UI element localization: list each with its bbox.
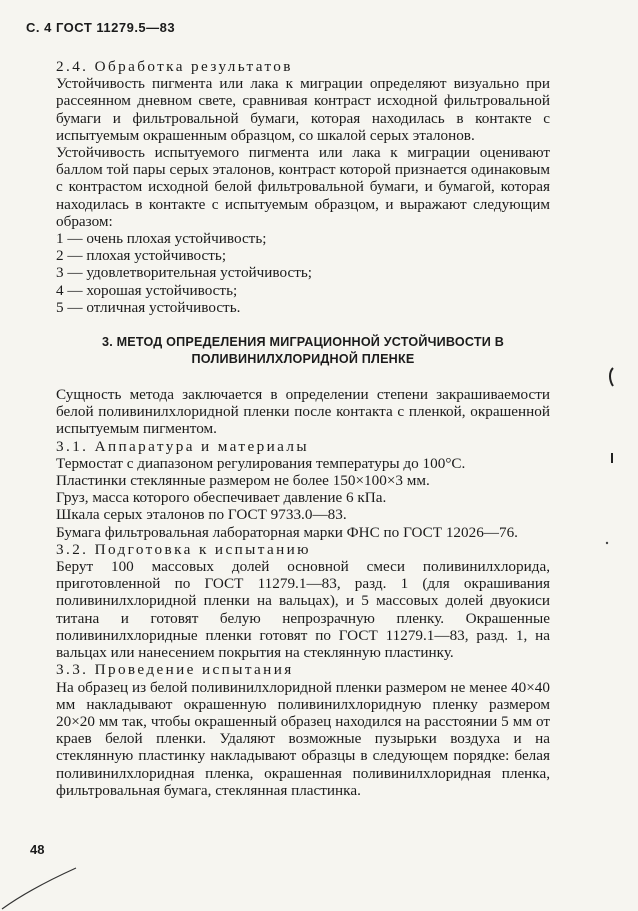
subsection-3-2-heading: 3.2. Подготовка к испытанию [56, 540, 311, 558]
scan-speck-mark [606, 366, 616, 388]
rating-scale-item: 1 — очень плохая устойчивость; [56, 230, 267, 248]
rating-scale-item: 5 — отличная устойчивость. [56, 298, 241, 316]
subsection-3-2-paragraph: Берут 100 массовых долей основной смеси поливинилхлорида, приготовленной по ГОСТ 11279.1—83, разд. 1 (для окрашивания поливинилхлоридной пленки на вальцах), и 5 массовых долей двуокиси титана и готовят белую непрозрачную пленку. Окрашенные поливинилхлоридные пленки готовят по ГОСТ 11279.1—83, разд. 1, на вальцах или нанесением покрытия на стеклянную пластинку. [56, 558, 550, 662]
page-header: С. 4 ГОСТ 11279.5—83 [26, 20, 176, 35]
scan-speck-mark [608, 452, 616, 464]
rating-scale-list [56, 230, 550, 316]
equipment-item: Груз, масса которого обеспечивает давление 6 кПа. [56, 489, 387, 507]
equipment-item: Термостат с диапазоном регулирования температуры до 100°С. [56, 454, 466, 472]
rating-scale-item: 4 — хорошая устойчивость; [56, 281, 238, 299]
page-number: 48 [30, 842, 45, 857]
equipment-item: Шкала серых эталонов по ГОСТ 9733.0—83. [56, 506, 347, 524]
rating-scale-item: 3 — удовлетворительная устойчивость; [56, 264, 312, 282]
section-3-title-line-1: 3. МЕТОД ОПРЕДЕЛЕНИЯ МИГРАЦИОННОЙ УСТОЙЧИВОСТИ В [101, 335, 504, 350]
equipment-list [56, 455, 550, 541]
section-3-intro: Сущность метода заключается в определении степени закрашиваемости белой поливинилхлоридной пленки после контакта с пленкой, окрашенной испытуемым пигментом. [56, 386, 550, 438]
section-2-4-paragraph-2: Устойчивость испытуемого пигмента или лака к миграции оценивают баллом той пары серых эталонов, контраст которой признается одинаковым с контрастом исходной белой фильтровальной бумаги, и бумагой, которая находилась в контакте с испытуемым образцом, и выражают следующим образом: [56, 144, 550, 230]
rating-scale-item: 2 — плохая устойчивость; [56, 247, 227, 265]
subsection-3-3-heading: 3.3. Проведение испытания [56, 661, 294, 679]
section-3-title-line-2: ПОЛИВИНИЛХЛОРИДНОЙ ПЛЕНКЕ [191, 352, 415, 367]
page-body [56, 58, 550, 799]
subsection-3-1-heading: 3.1. Аппаратура и материалы [56, 437, 309, 455]
section-3-title [56, 334, 550, 368]
scan-speck-mark [604, 540, 610, 546]
section-2-4-paragraph-1: Устойчивость пигмента или лака к миграции определяют визуально при рассеянном дневном свете, сравнивая контраст исходной фильтровальной бумаги и фильтровальной бумаги, которая находилась в контакте с испытуемым окрашенным образцом, со шкалой серых эталонов. [56, 75, 550, 144]
scan-stroke-mark [0, 866, 80, 911]
equipment-item: Пластинки стеклянные размером не более 150×100×3 мм. [56, 472, 430, 490]
section-2-4-heading: 2.4. Обработка результатов [56, 58, 293, 75]
equipment-item: Бумага фильтровальная лабораторная марки ФНС по ГОСТ 12026—76. [56, 523, 518, 541]
subsection-3-3-paragraph: На образец из белой поливинилхлоридной пленки размером не менее 40×40 мм накладывают окрашенную поливинилхлоридную пленку размером 20×20 мм так, чтобы окрашенный образец находился на расстоянии 5 мм от краев белой пленки. Удаляют возможные пузырьки воздуха и на стеклянную пластинку накладывают образцы в следующем порядке: белая поливинилхлоридная пленка, окрашенная поливинилхлоридная пленка, фильтровальная бумага, стеклянная пластинка. [56, 678, 550, 799]
